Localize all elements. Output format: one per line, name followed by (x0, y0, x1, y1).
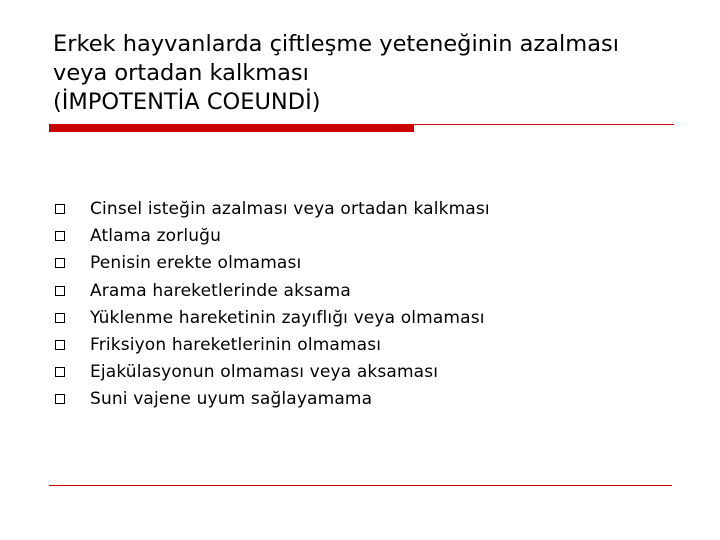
title-line-3: (İMPOTENTİA COEUNDİ) (53, 89, 321, 115)
list-item (50, 223, 690, 250)
bullet-list (50, 196, 690, 414)
hollow-square-icon (55, 231, 65, 241)
bullet-text: Arama hareketlerinde aksama (90, 280, 351, 301)
title-line-2: veya ortadan kalkması (53, 60, 309, 86)
hollow-square-icon (55, 394, 65, 404)
list-item (50, 196, 690, 223)
hollow-square-icon (55, 258, 65, 268)
list-item (50, 359, 690, 386)
hollow-square-icon (55, 286, 65, 296)
bullet-text: Penisin erekte olmaması (90, 253, 302, 274)
hollow-square-icon (55, 313, 65, 323)
list-item (50, 332, 690, 359)
hollow-square-icon (55, 340, 65, 350)
slide-title (53, 30, 693, 117)
list-item (50, 278, 690, 305)
footer-divider (49, 485, 672, 486)
title-underline-thin (414, 124, 674, 125)
bullet-text: Friksiyon hareketlerinin olmaması (90, 334, 382, 355)
bullet-text: Ejakülasyonun olmaması veya aksaması (90, 362, 439, 383)
title-line-1: Erkek hayvanlarda çiftleşme yeteneğinin azalması (53, 31, 619, 57)
list-item (50, 386, 690, 413)
bullet-text: Yüklenme hareketinin zayıflığı veya olmaması (90, 307, 485, 328)
list-item (50, 305, 690, 332)
hollow-square-icon (55, 204, 65, 214)
title-underline-thick (49, 124, 414, 132)
hollow-square-icon (55, 367, 65, 377)
list-item (50, 250, 690, 277)
bullet-text: Suni vajene uyum sağlayamama (90, 389, 373, 410)
bullet-text: Atlama zorluğu (90, 226, 221, 247)
bullet-text: Cinsel isteğin azalması veya ortadan kalkması (90, 199, 490, 219)
